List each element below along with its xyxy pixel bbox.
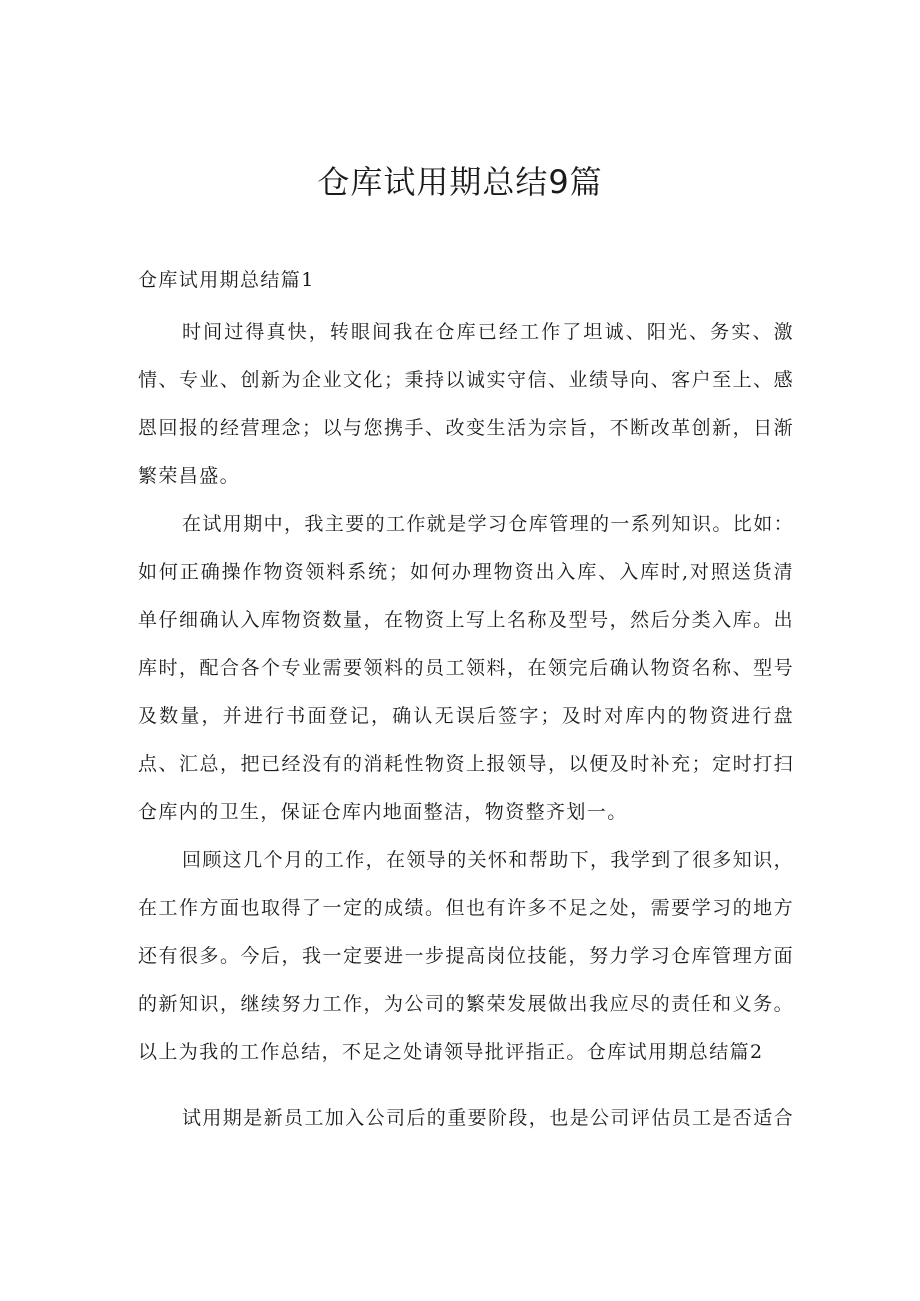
- paragraph-4: 试用期是新员工加入公司后的重要阶段，也是公司评估员工是否适合: [182, 1107, 795, 1129]
- document-title: 仓库试用期总结9篇: [317, 163, 603, 201]
- paragraph-2: 在试用期中，我主要的工作就是学习仓库管理的一系列知识。比如：如何正确操作物资领料系统；如何办理物资出入库、入库时,对照送货清单仔细确认入库物资数量，在物资上写上名称及型号，然后分类入库。出库时，配合各个专业需要领料的员工领料，在领完后确认物资名称、型号及数量，并进行书面登记，确认无误后签字；及时对库内的物资进行盘点、汇总，把已经没有的消耗性物资上报领导，以便及时补充；定时打扫仓库内的卫生，保证仓库内地面整洁，物资整齐划一。: [138, 513, 795, 823]
- section-heading: 仓库试用期总结篇1: [138, 269, 315, 291]
- paragraph-1: 时间过得真快，转眼间我在仓库已经工作了坦诚、阳光、务实、激情、专业、创新为企业文化；秉持以诚实守信、业绩导向、客户至上、感恩回报的经营理念；以与您携手、改变生活为宗旨，不断改革创新，日渐繁荣昌盛。: [138, 321, 794, 487]
- paragraph-3: 回顾这几个月的工作，在领导的关怀和帮助下，我学到了很多知识，在工作方面也取得了一定的成绩。但也有许多不足之处，需要学习的地方还有很多。今后，我一定要进一步提高岗位技能，努力学习仓库管理方面的新知识，继续努力工作，为公司的繁荣发展做出我应尽的责任和义务。以上为我的工作总结，不足之处请领导批评指正。仓库试用期总结篇2: [138, 849, 795, 1063]
